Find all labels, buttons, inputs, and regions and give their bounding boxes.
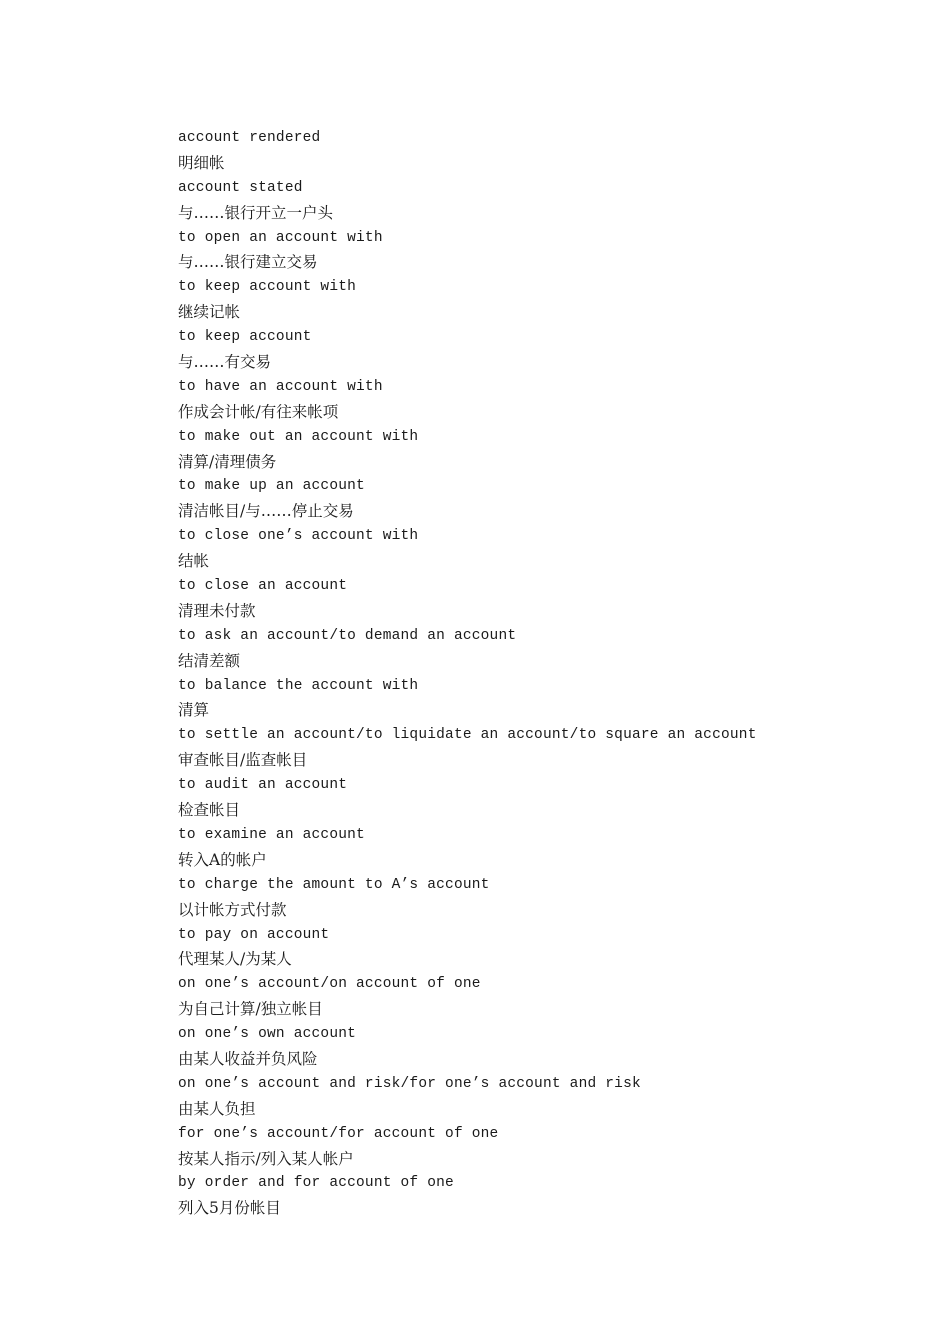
english-term-line: on one’s account and risk/for one’s account and risk [178, 1075, 641, 1092]
chinese-translation-line: 与……银行建立交易 [178, 253, 318, 272]
chinese-translation-line: 清算/清理债务 [178, 452, 277, 471]
chinese-translation-line: 与……有交易 [178, 353, 272, 372]
english-term-line: account rendered [178, 130, 321, 146]
english-term-line: to charge the amount to A’s account [178, 876, 490, 893]
english-term-line: to make up an account [178, 478, 365, 495]
english-term-line: to close an account [178, 578, 348, 595]
english-term-line: to audit an account [178, 777, 348, 794]
chinese-translation-line: 代理某人/为某人 [178, 950, 292, 969]
glossary-text-body [178, 126, 898, 1221]
english-term-line: to have an account with [178, 378, 383, 395]
chinese-translation-line: 明细帐 [178, 153, 225, 172]
english-term-line: on one’s own account [178, 1026, 357, 1043]
chinese-translation-line: 结清差额 [178, 651, 241, 670]
english-term-line: to keep account [178, 329, 312, 346]
english-term-line: to keep account with [178, 279, 357, 296]
chinese-translation-line: 为自己计算/独立帐目 [178, 1000, 323, 1019]
chinese-translation-line: 作成会计帐/有往来帐项 [178, 402, 339, 421]
english-term-line: to ask an account/to demand an account [178, 627, 517, 644]
english-term-line: to balance the account with [178, 677, 419, 694]
chinese-translation-line: 由某人收益并负风险 [178, 1049, 318, 1068]
chinese-translation-line: 结帐 [178, 552, 210, 571]
english-term-line: for one’s account/for account of one [178, 1125, 499, 1142]
english-term-line: to close one’s account with [178, 528, 419, 545]
chinese-translation-line: 清理未付款 [178, 601, 256, 620]
english-term-line: on one’s account/on account of one [178, 976, 481, 993]
english-term-line: to settle an account/to liquidate an account/to square an account [178, 727, 757, 744]
english-term-line: to pay on account [178, 926, 330, 943]
english-term-line: to make out an account with [178, 428, 419, 445]
english-term-line: to open an account with [178, 229, 383, 246]
chinese-translation-line: 转入A的帐户 [178, 850, 267, 869]
chinese-translation-line: 由某人负担 [178, 1099, 256, 1118]
chinese-translation-line: 审查帐目/监查帐目 [178, 751, 308, 770]
english-term-line: account stated [178, 179, 303, 196]
english-term-line: by order and for account of one [178, 1175, 454, 1192]
chinese-translation-line: 清洁帐目/与……停止交易 [178, 502, 354, 521]
chinese-translation-line: 按某人指示/列入某人帐户 [178, 1149, 354, 1168]
chinese-translation-line: 检查帐目 [178, 801, 241, 820]
chinese-translation-line: 以计帐方式付款 [178, 900, 287, 919]
chinese-translation-line: 与……银行开立一户头 [178, 203, 334, 222]
chinese-translation-line: 继续记帐 [178, 303, 241, 322]
english-term-line: to examine an account [178, 826, 365, 843]
chinese-translation-line: 清算 [178, 701, 210, 720]
chinese-translation-line: 列入5月份帐目 [178, 1199, 281, 1218]
